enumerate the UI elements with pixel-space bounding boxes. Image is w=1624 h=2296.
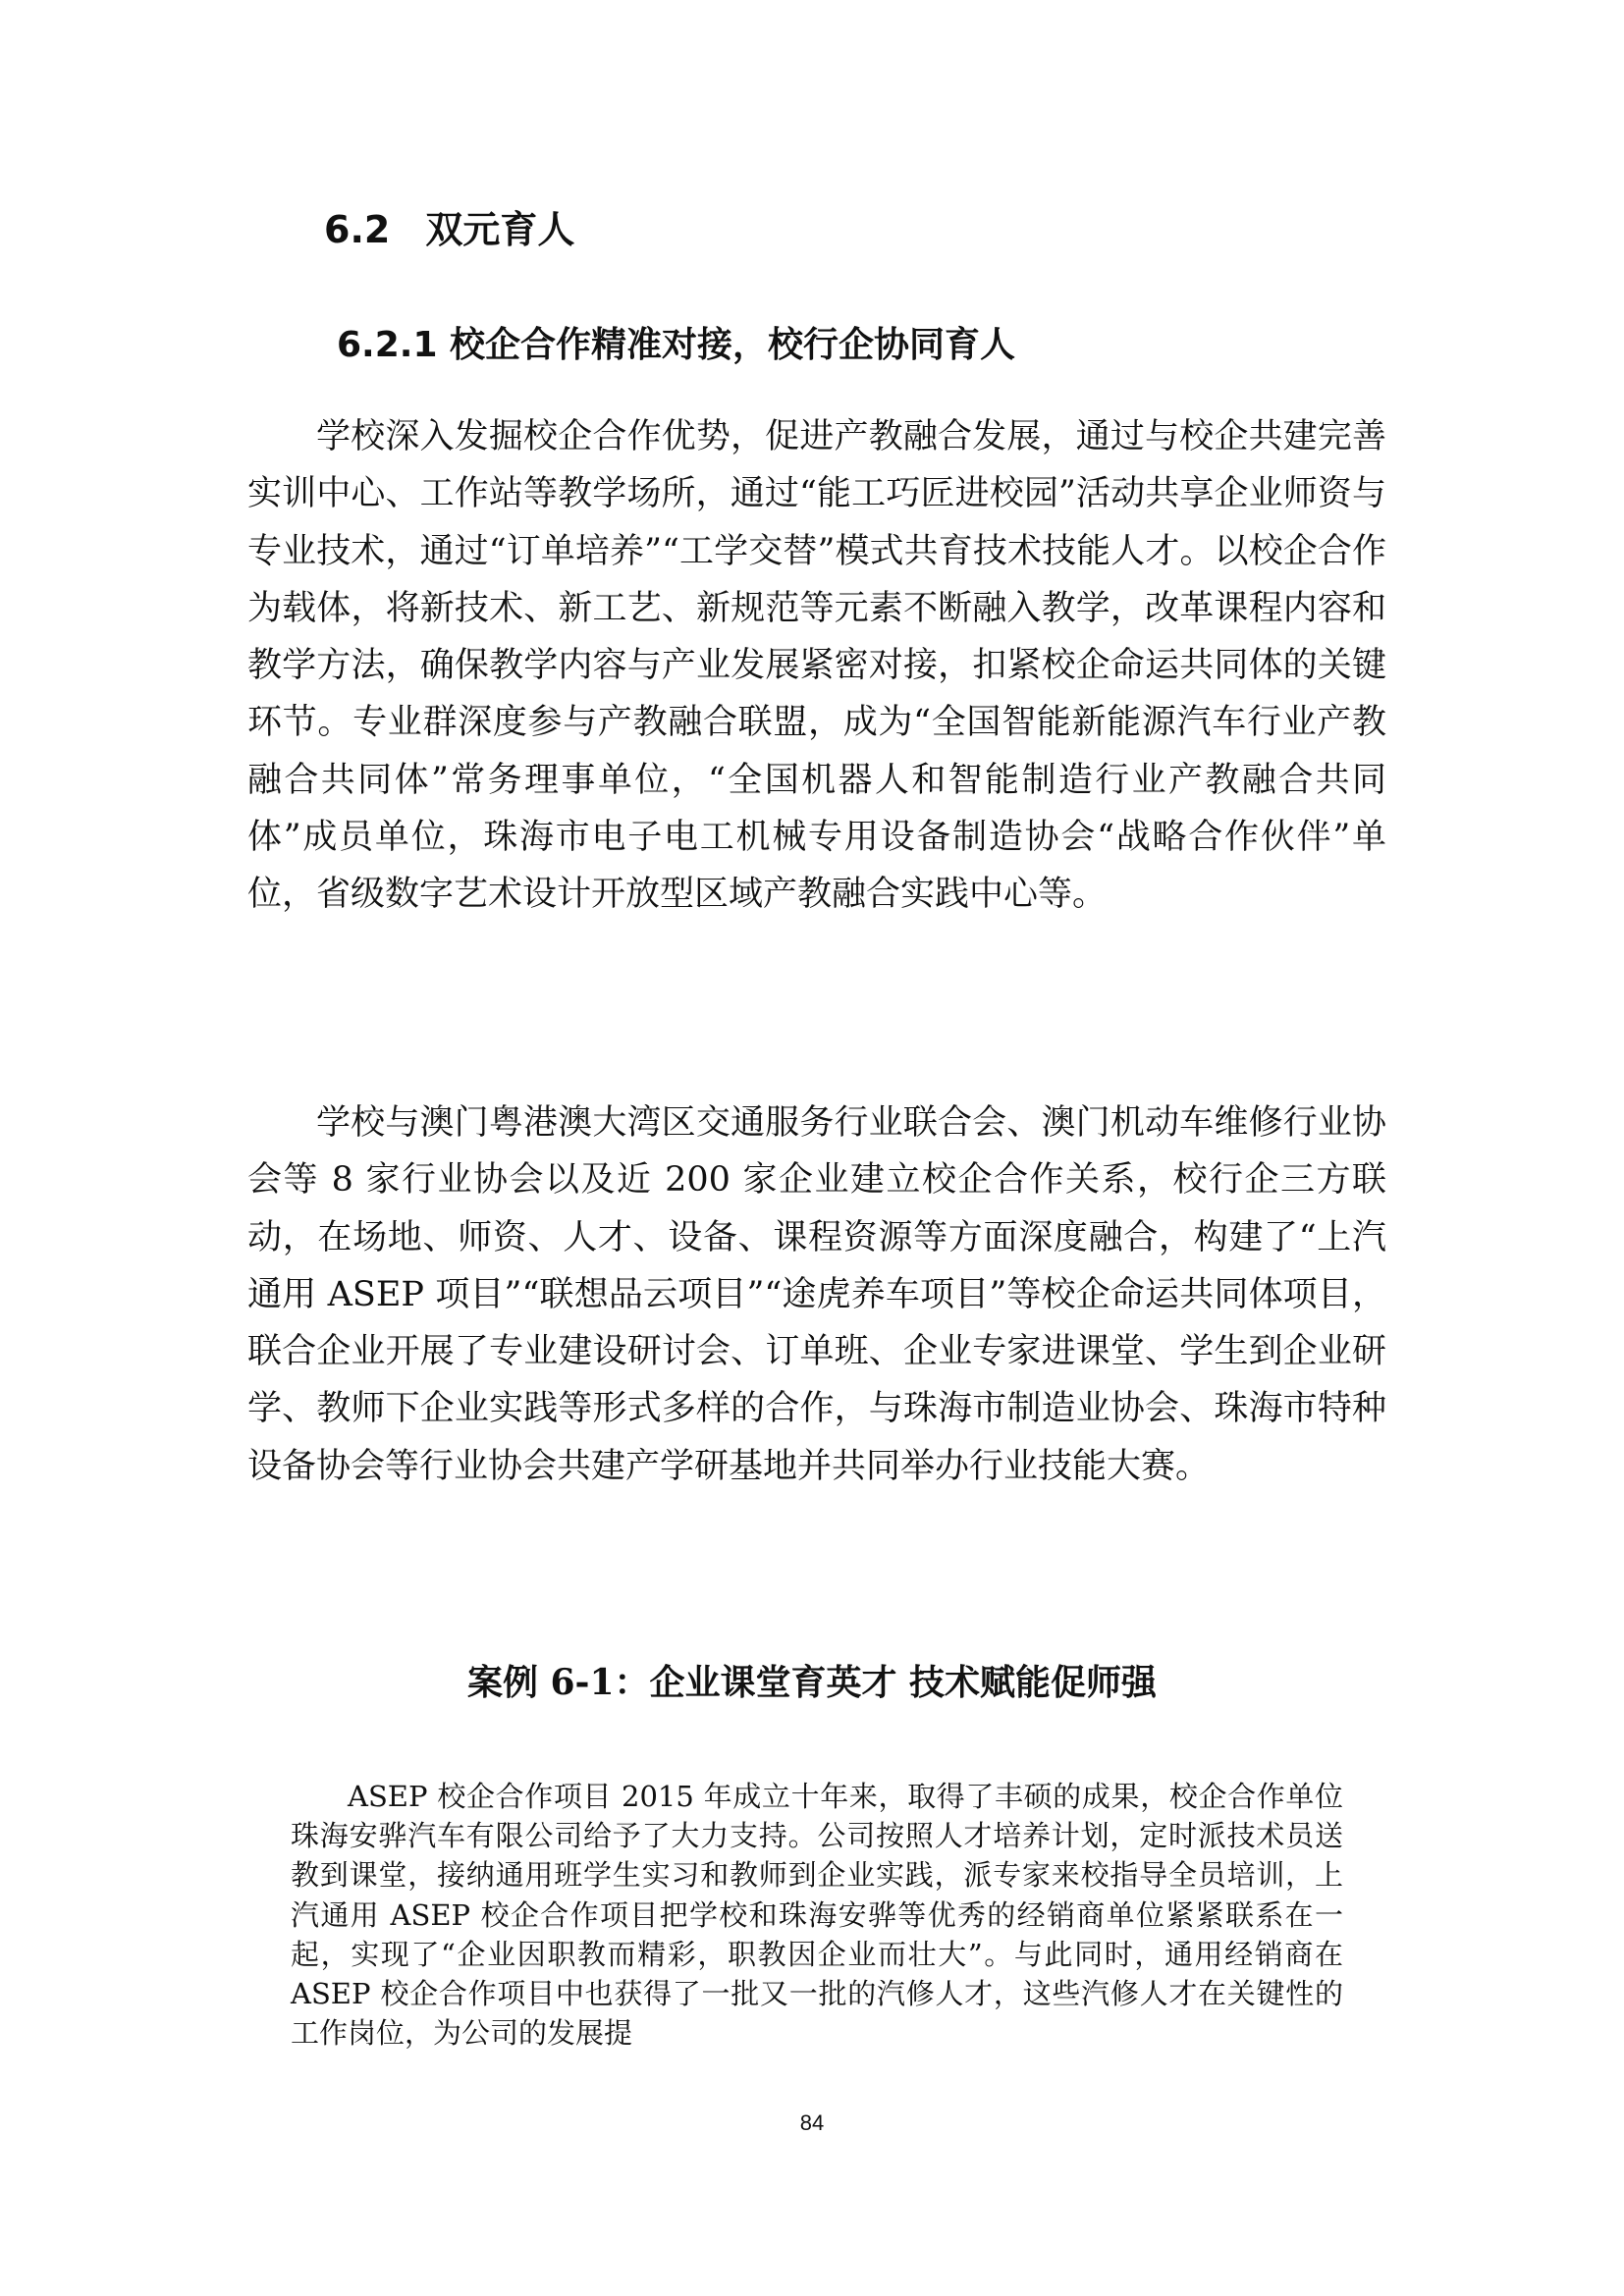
body-paragraph: 学校与澳门粤港澳大湾区交通服务行业联合会、澳门机动车维修行业协会等 8 家行业协会以及近 200 家企业建立校企合作关系，校行企三方联动，在场地、师资、人才、设备、课程资源等方面深度融合，构建了“上汽通用 ASEP 项目”“联想品云项目”“途虎养车项目”等校企命运共同体项目，联合企业开展了专业建设研讨会、订单班、企业专家进课堂、学生到企业研学、教师下企业实践等形式多样的合作，与珠海市制造业协会、珠海市特种设备协会等行业协会共建产学研基地并共同举办行业技能大赛。 xyxy=(247,1103,1386,1486)
case-title: 案例 6-1：企业课堂育英才 技术赋能促师强 xyxy=(466,1662,1158,1703)
page-number: 84 xyxy=(799,2110,825,2135)
body-paragraph: 学校深入发掘校企合作优势，促进产教融合发展，通过与校企共建完善实训中心、工作站等教学场所，通过“能工巧匠进校园”活动共享企业师资与专业技术，通过“订单培养”“工学交替”模式共育技术技能人才。以校企合作为载体，将新技术、新工艺、新规范等元素不断融入教学，改革课程内容和教学方法，确保教学内容与产业发展紧密对接，扣紧校企命运共同体的关键环节。专业群深度参与产教融合联盟，成为“全国智能新能源汽车行业产教融合共同体”常务理事单位，“全国机器人和智能制造行业产教融合共同体”成员单位，珠海市电子电工机械专用设备制造协会“战略合作伙伴”单位，省级数字艺术设计开放型区域产教融合实践中心等。 xyxy=(247,417,1386,915)
subsection-heading: 6.2.1 校企合作精准对接，校行企协同育人 xyxy=(337,325,1016,365)
section-heading xyxy=(324,208,574,253)
section-number: 6.2 xyxy=(324,208,391,251)
case-body-text: ASEP 校企合作项目 2015 年成立十年来，取得了丰硕的成果，校企合作单位珠海安骅汽车有限公司给予了大力支持。公司按照人才培养计划，定时派技术员送教到课堂，接纳通用班学生实习和教师到企业实践，派专家来校指导全员培训，上汽通用 ASEP 校企合作项目把学校和珠海安骅等优秀的经销商单位紧紧联系在一起，实现了“企业因职教而精彩，职教因企业而壮大”。与此同时，通用经销商在 ASEP 校企合作项目中也获得了一批又一批的汽修人才，这些汽修人才在关键性的工作岗位，为公司的发展提 xyxy=(291,1780,1343,2051)
section-title-text: 双元育人 xyxy=(425,208,575,251)
